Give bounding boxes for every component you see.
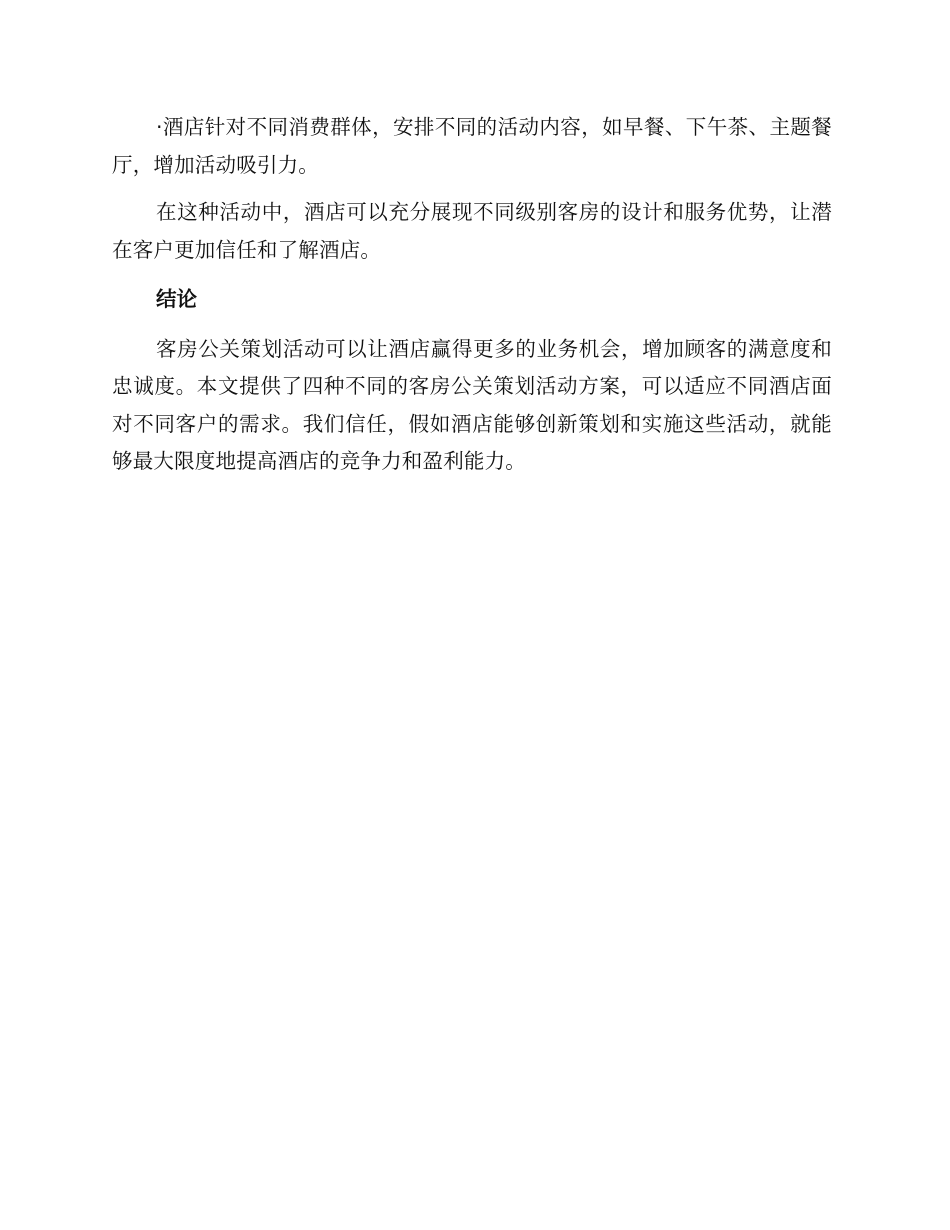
bullet-paragraph: ·酒店针对不同消费群体，安排不同的活动内容，如早餐、下午茶、主题餐厅，增加活动吸引力。: [112, 115, 832, 177]
conclusion-paragraph: 客房公关策划活动可以让酒店赢得更多的业务机会，增加顾客的满意度和忠诚度。本文提供了四种不同的客房公关策划活动方案，可以适应不同酒店面对不同客户的需求。我们信任，假如酒店能够创新策划和实施这些活动，就能够最大限度地提高酒店的竞争力和盈利能力。: [112, 336, 832, 473]
section-heading: 结论: [156, 287, 197, 311]
document-body: [112, 109, 832, 481]
body-paragraph: 在这种活动中，酒店可以充分展现不同级别客房的设计和服务优势，让潜在客户更加信任和了解酒店。: [112, 200, 832, 262]
